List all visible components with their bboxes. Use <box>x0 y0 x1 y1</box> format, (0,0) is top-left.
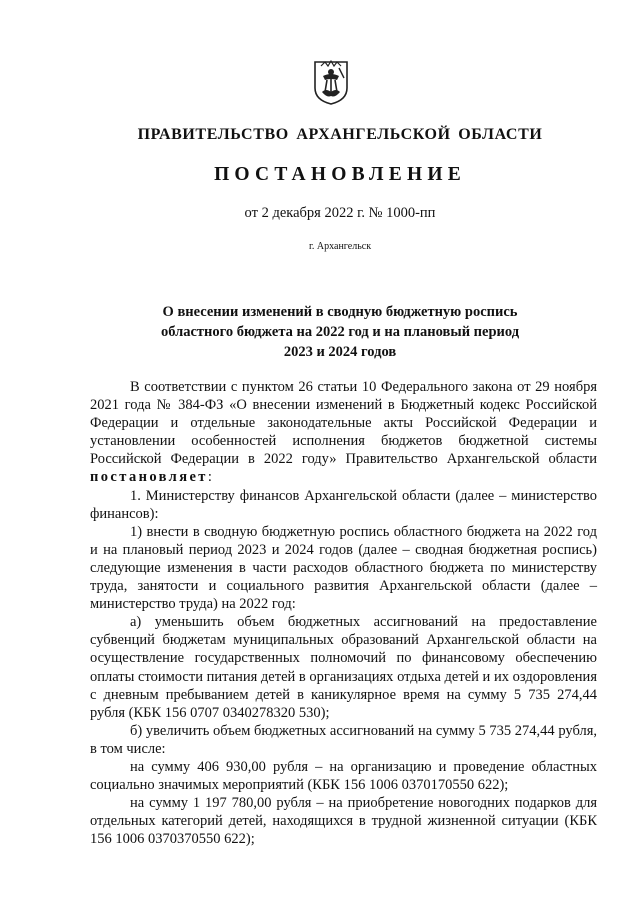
date-and-number: от 2 декабря 2022 г. № 1000-пп <box>244 205 436 221</box>
resolves-word: постановляет <box>90 469 208 486</box>
document-type: ПОСТАНОВЛЕНИЕ <box>214 164 466 185</box>
item-1-1: 1) внести в сводную бюджетную роспись областного бюджета на 2022 год и на плановый период 2023 и 2024 годов (далее – сводная бюджетная роспись) следующие изменения в части расходов областного бюджета по министерству труда, занятости и социального развития Архангельской области (далее – министерство труда) на 2022 год: <box>90 523 597 613</box>
item-b-1: на сумму 406 930,00 рубля – на организацию и проведение областных социально значимых мероприятий (КБК 156 1006 0370170550 622); <box>90 758 597 794</box>
government-name: ПРАВИТЕЛЬСТВО АРХАНГЕЛЬСКОЙ ОБЛАСТИ <box>137 126 543 143</box>
intro-paragraph <box>90 378 597 487</box>
item-1: 1. Министерству финансов Архангельской области (далее – министерство финансов): <box>90 487 597 522</box>
document-body <box>90 378 597 848</box>
item-a: а) уменьшить объем бюджетных ассигнований на предоставление субвенций бюджетам муниципальных образований Архангельской области на осуществление государственных полномочий по финансовому обеспечению оплаты стоимости питания детей в организациях отдыха детей и их оздоровления с дневным пребыванием детей в каникулярное время на сумму 5 735 274,44 рубля (КБК 156 0707 0340278320 530); <box>90 614 597 721</box>
arkhangelsk-coat-of-arms-icon <box>313 58 349 106</box>
item-b-2: на сумму 1 197 780,00 рубля – на приобретение новогодних подарков для отдельных категорий детей, находящихся в трудной жизненной ситуации (КБК 156 1006 0370370550 622); <box>90 795 597 848</box>
city-name: г. Архангельск <box>308 241 372 252</box>
document-title: О внесении изменений в сводную бюджетную роспись областного бюджета на 2022 год и на плановый период 2023 и 2024 годов <box>160 304 520 360</box>
item-b: б) увеличить объем бюджетных ассигнований на сумму 5 735 274,44 рубля, в том числе: <box>90 722 597 757</box>
intro-text: В соответствии с пунктом 26 статьи 10 Федерального закона от 29 ноября 2021 года № 384-ФЗ «О внесении изменений в Бюджетный кодекс Российской Федерации и отдельные законодательные акты Российской Федерации и установлении особенностей исполнения бюджетов бюджетной системы Российской Федерации в 2022 году» Правительство Архангельской области <box>90 379 597 468</box>
resolves-colon: : <box>207 469 212 486</box>
